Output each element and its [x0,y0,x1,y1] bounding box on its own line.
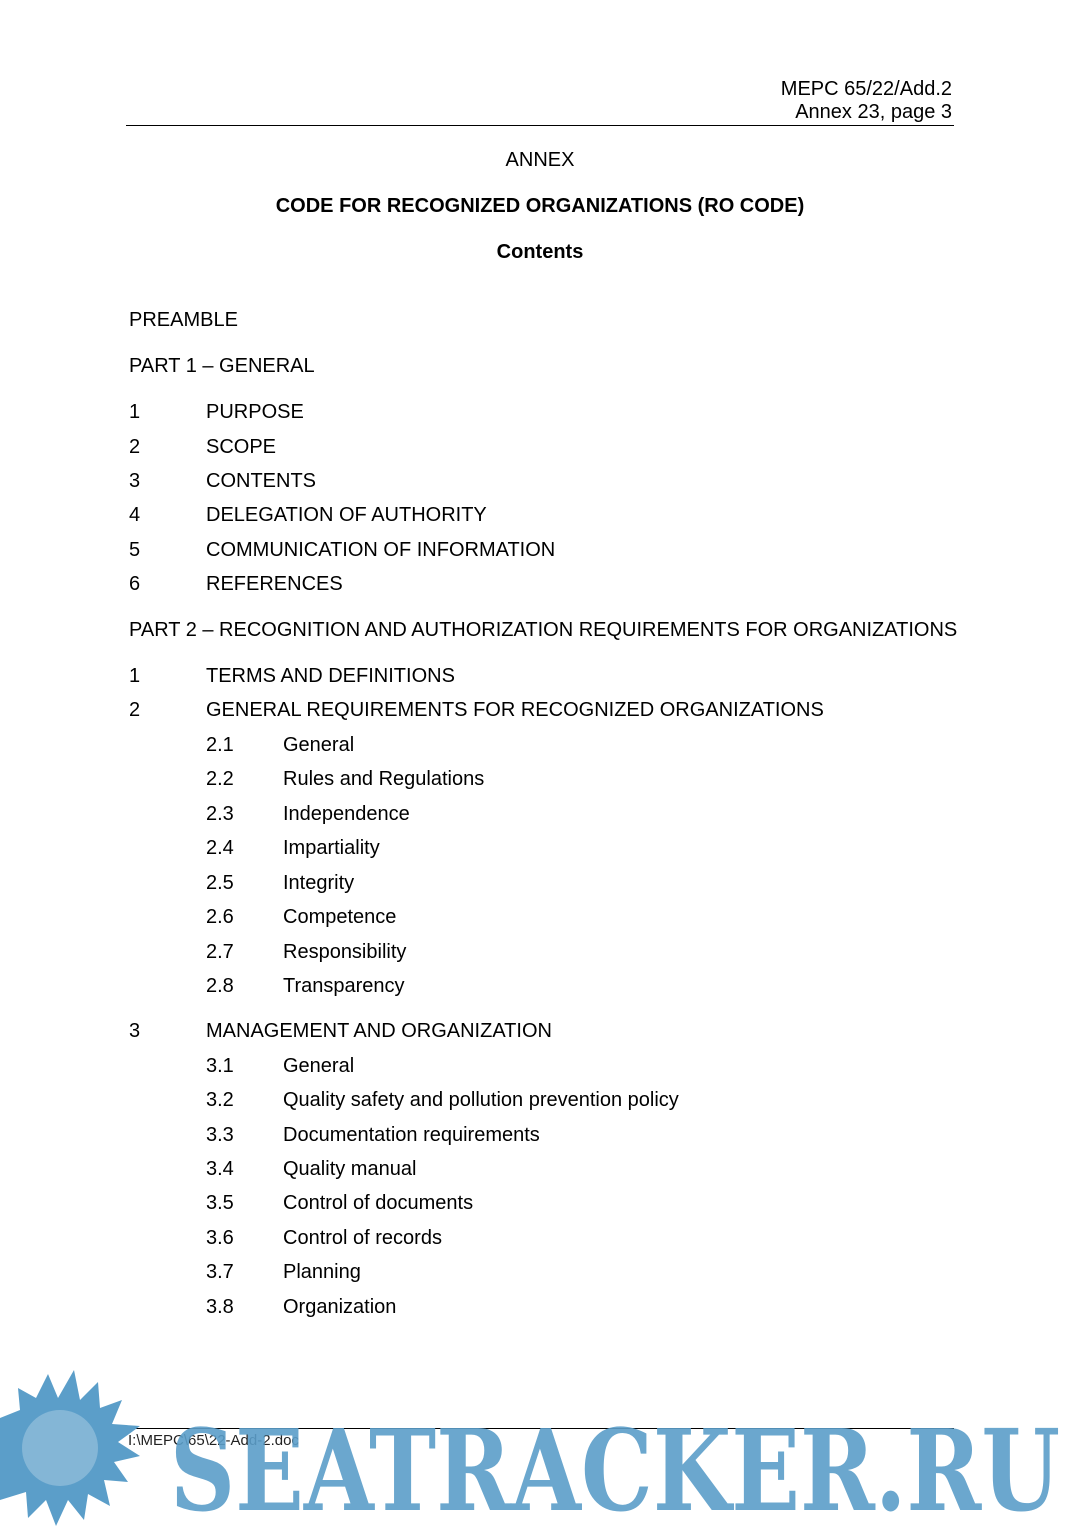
toc-subnumber: 3.5 [206,1192,234,1214]
toc-number: 2 [129,699,141,721]
sun-burst-icon [0,1370,140,1526]
toc-sublabel: Independence [283,803,410,825]
preamble-entry: PREAMBLE [129,309,238,331]
page-reference: Annex 23, page 3 [795,101,952,123]
toc-label: COMMUNICATION OF INFORMATION [206,539,556,561]
footer-file-path: I:\MEPC\65\22-Add-2.doc [128,1432,299,1449]
toc-entry [0,539,1080,563]
toc-label: DELEGATION OF AUTHORITY [206,504,487,526]
part1-title: PART 1 – GENERAL [129,355,315,377]
toc-entry [0,1020,1080,1044]
annex-label: ANNEX [505,149,575,171]
toc-subnumber: 2.4 [206,837,234,859]
toc-subentry [0,1261,1080,1285]
toc-number: 6 [129,573,141,595]
toc-subnumber: 3.2 [206,1089,234,1111]
toc-subentry [0,872,1080,896]
toc-entry [0,573,1080,597]
toc-entry [0,504,1080,528]
toc-subentry [0,1192,1080,1216]
toc-subnumber: 3.6 [206,1227,234,1249]
toc-subentry [0,1158,1080,1182]
toc-subnumber: 2.5 [206,872,234,894]
toc-sublabel: Responsibility [283,941,407,963]
toc-entry [0,401,1080,425]
toc-number: 1 [129,401,141,423]
toc-subentry [0,1296,1080,1320]
toc-subnumber: 2.3 [206,803,234,825]
toc-sublabel: Competence [283,906,397,928]
toc-subentry [0,768,1080,792]
toc-number: 3 [129,470,141,492]
toc-sublabel: Integrity [283,872,355,894]
toc-subentry [0,734,1080,758]
toc-sublabel: General [283,734,355,756]
toc-sublabel: Quality safety and pollution prevention policy [283,1089,679,1111]
toc-subentry [0,1227,1080,1251]
toc-subnumber: 2.1 [206,734,234,756]
contents-heading: Contents [496,241,584,263]
toc-subnumber: 2.6 [206,906,234,928]
watermark-text: SEATRACKER.RU [170,1406,1060,1527]
toc-sublabel: Rules and Regulations [283,768,485,790]
toc-subnumber: 2.7 [206,941,234,963]
header-rule [126,125,954,126]
toc-sublabel: Control of records [283,1227,442,1249]
toc-subnumber: 2.8 [206,975,234,997]
toc-number: 3 [129,1020,141,1042]
toc-number: 1 [129,665,141,687]
toc-subentry [0,803,1080,827]
toc-label: TERMS AND DEFINITIONS [206,665,455,687]
toc-sublabel: Documentation requirements [283,1124,540,1146]
page-header [781,78,952,124]
code-title: CODE FOR RECOGNIZED ORGANIZATIONS (RO CODE) [275,195,805,217]
toc-subnumber: 3.1 [206,1055,234,1077]
toc-label: GENERAL REQUIREMENTS FOR RECOGNIZED ORGANIZATIONS [206,699,824,721]
toc-subnumber: 2.2 [206,768,234,790]
toc-number: 4 [129,504,141,526]
toc-subentry [0,906,1080,930]
toc-label: CONTENTS [206,470,316,492]
toc-label: SCOPE [206,436,277,458]
toc-entry [0,665,1080,689]
toc-sublabel: Control of documents [283,1192,474,1214]
toc-subnumber: 3.7 [206,1261,234,1283]
toc-entry [0,436,1080,460]
toc-sublabel: General [283,1055,355,1077]
toc-sublabel: Quality manual [283,1158,417,1180]
toc-sublabel: Organization [283,1296,397,1318]
toc-entry [0,470,1080,494]
toc-label: REFERENCES [206,573,343,595]
toc-subnumber: 3.3 [206,1124,234,1146]
toc-sublabel: Planning [283,1261,361,1283]
toc-subentry [0,1055,1080,1079]
watermark [0,1360,1080,1527]
part2-title: PART 2 – RECOGNITION AND AUTHORIZATION REQUIREMENTS FOR ORGANIZATIONS [129,619,958,641]
toc-subentry [0,975,1080,999]
toc-sublabel: Transparency [283,975,405,997]
toc-subentry [0,1124,1080,1148]
toc-subnumber: 3.8 [206,1296,234,1318]
toc-subentry [0,1089,1080,1113]
toc-sublabel: Impartiality [283,837,380,859]
toc-entry [0,699,1080,723]
toc-label: PURPOSE [206,401,304,423]
toc-subnumber: 3.4 [206,1158,234,1180]
toc-label: MANAGEMENT AND ORGANIZATION [206,1020,552,1042]
toc-subentry [0,941,1080,965]
toc-number: 2 [129,436,141,458]
toc-number: 5 [129,539,141,561]
toc-subentry [0,837,1080,861]
document-reference: MEPC 65/22/Add.2 [780,78,952,100]
